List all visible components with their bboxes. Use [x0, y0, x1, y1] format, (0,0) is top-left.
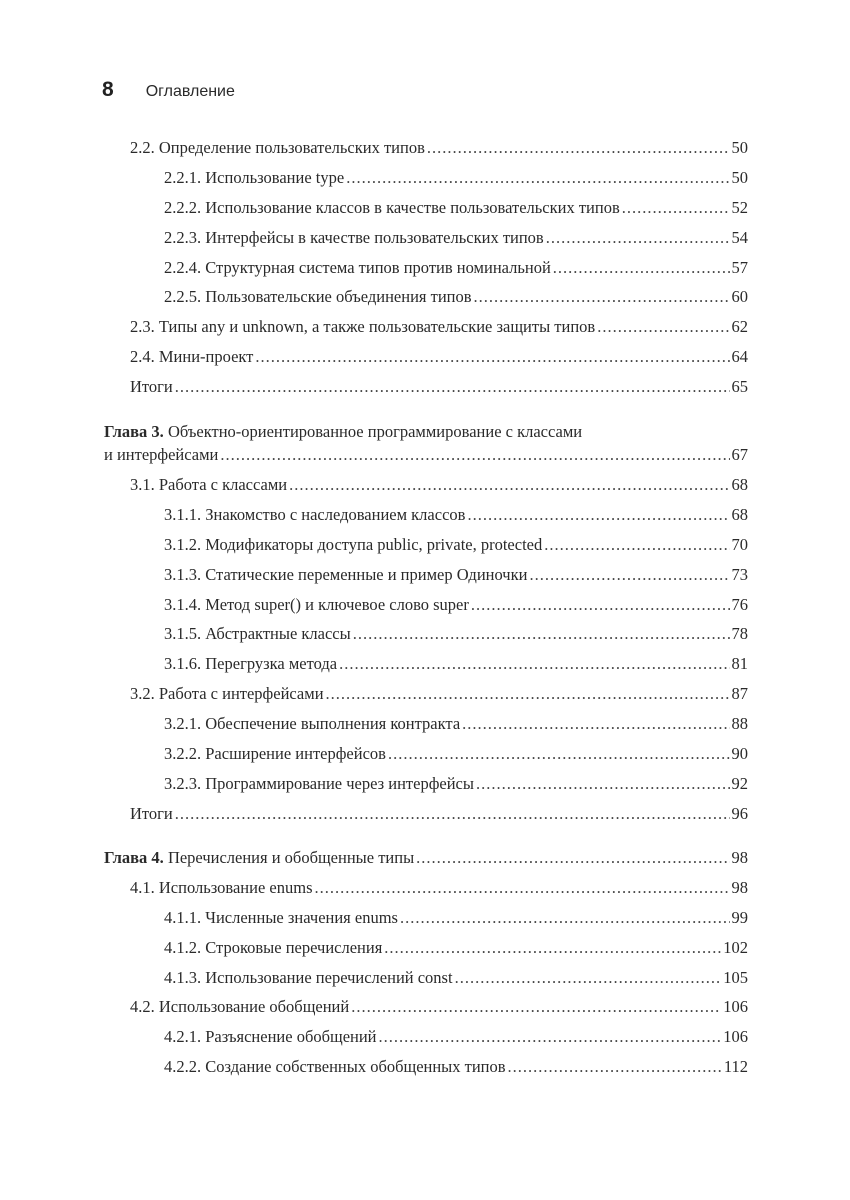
chapter-heading[interactable] — [104, 847, 748, 869]
toc-entry[interactable] — [164, 653, 748, 675]
toc-entry-page: 62 — [731, 317, 748, 336]
toc-entry-page: 78 — [731, 624, 748, 643]
toc-entry[interactable] — [130, 137, 748, 159]
toc-entry[interactable] — [164, 227, 748, 249]
toc-entry[interactable] — [130, 316, 748, 338]
dot-leader — [455, 967, 722, 989]
toc-entry-page: 67 — [731, 445, 748, 464]
toc-entry-label: 2.2.4. Структурная система типов против номинальной — [164, 258, 551, 277]
page-header — [102, 78, 235, 108]
toc-entry[interactable] — [130, 346, 748, 368]
toc-entry[interactable] — [164, 623, 748, 645]
toc-entry[interactable] — [164, 197, 748, 219]
toc-entry-label: 3.1.6. Перегрузка метода — [164, 654, 338, 673]
toc-entry-page: 112 — [723, 1057, 748, 1076]
toc-entry[interactable] — [164, 594, 748, 616]
dot-leader — [416, 847, 729, 869]
dot-leader — [384, 937, 721, 959]
toc-entry-label: 4.1.2. Строковые перечисления — [164, 938, 383, 957]
chapter-number: Глава 3. — [104, 422, 164, 441]
toc-entry[interactable] — [104, 444, 748, 466]
toc-entry-label: 3.2.2. Расширение интерфейсов — [164, 744, 386, 763]
toc-entry-page: 88 — [731, 714, 748, 733]
toc-entry-page: 92 — [731, 774, 748, 793]
toc-entry-label: 4.1.3. Использование перечислений const — [164, 968, 453, 987]
toc-entry-page: 98 — [731, 878, 748, 897]
dot-leader — [476, 773, 730, 795]
toc-entry-page: 98 — [731, 848, 748, 867]
running-title: Оглавление — [145, 83, 235, 100]
toc-entry-page: 76 — [731, 595, 748, 614]
toc-entry-page: 64 — [731, 347, 748, 366]
toc-entry-page: 106 — [723, 997, 748, 1016]
dot-leader — [597, 316, 729, 338]
toc-entry-label: 3.2. Работа с интерфейсами — [130, 684, 324, 703]
toc-entry-label: 2.4. Мини-проект — [130, 347, 254, 366]
toc-entry-label: 4.2.2. Создание собственных обобщенных типов — [164, 1057, 506, 1076]
toc-entry-page: 50 — [731, 168, 748, 187]
dot-leader — [339, 653, 729, 675]
toc-entry-page: 68 — [731, 475, 748, 494]
toc-entry[interactable] — [130, 803, 748, 825]
toc-entry[interactable] — [164, 564, 748, 586]
toc-entry-page: 96 — [731, 804, 748, 823]
toc-entry-page: 54 — [731, 228, 748, 247]
toc-entry-page: 73 — [731, 565, 748, 584]
toc-entry-label: Итоги — [130, 804, 173, 823]
toc-entry-label: 3.1.3. Статические переменные и пример Одиночки — [164, 565, 528, 584]
dot-leader — [346, 167, 729, 189]
toc-entry-label: 3.1.5. Абстрактные классы — [164, 624, 351, 643]
dot-leader — [508, 1056, 722, 1078]
dot-leader — [546, 227, 730, 249]
toc-entry-label: 4.1.1. Численные значения enums — [164, 908, 398, 927]
toc-entry-label: 2.2.1. Использование type — [164, 168, 345, 187]
toc-entry-page: 102 — [723, 938, 748, 957]
dot-leader — [529, 564, 729, 586]
toc-entry-page: 99 — [731, 908, 748, 927]
toc-entry[interactable] — [164, 167, 748, 189]
toc-entry-label: и интерфейсами — [104, 445, 219, 464]
toc-entry-label: 3.2.1. Обеспечение выполнения контракта — [164, 714, 461, 733]
toc-entry[interactable] — [164, 907, 748, 929]
dot-leader — [467, 504, 729, 526]
toc-entry-label: 2.2.3. Интерфейсы в качестве пользовательских типов — [164, 228, 544, 247]
toc-entry[interactable] — [130, 683, 748, 705]
dot-leader — [379, 1026, 722, 1048]
dot-leader — [622, 197, 730, 219]
toc-entry[interactable] — [130, 996, 748, 1018]
toc-entry[interactable] — [164, 743, 748, 765]
toc-entry-page: 65 — [731, 377, 748, 396]
toc-entry[interactable] — [164, 937, 748, 959]
toc-entry[interactable] — [164, 257, 748, 279]
toc-entry[interactable] — [164, 504, 748, 526]
toc-entry-label: Итоги — [130, 377, 173, 396]
dot-leader — [175, 803, 730, 825]
toc-entry[interactable] — [130, 474, 748, 496]
toc-entry-label: 3.1.1. Знакомство с наследованием классов — [164, 505, 466, 524]
chapter-title: Объектно-ориентированное программирование с классами — [163, 422, 583, 441]
toc-entry[interactable] — [164, 713, 748, 735]
toc-entry[interactable] — [164, 534, 748, 556]
toc-entry-label: 3.2.3. Программирование через интерфейсы — [164, 774, 474, 793]
chapter-title: Перечисления и обобщенные типы — [163, 848, 415, 867]
dot-leader — [220, 444, 729, 466]
dot-leader — [175, 376, 730, 398]
dot-leader — [544, 534, 729, 556]
toc-entry[interactable] — [164, 967, 748, 989]
dot-leader — [388, 743, 730, 765]
toc-entry-label: 2.2. Определение пользовательских типов — [130, 138, 425, 157]
page-number: 8 — [102, 78, 114, 101]
toc-entry-label: 2.2.5. Пользовательские объединения типов — [164, 287, 472, 306]
dot-leader — [315, 877, 730, 899]
toc-entry[interactable] — [164, 773, 748, 795]
toc-entry-page: 50 — [731, 138, 748, 157]
toc-entry-label — [104, 847, 414, 869]
toc-entry-label: 4.2. Использование обобщений — [130, 997, 350, 1016]
dot-leader — [471, 594, 730, 616]
toc-entry-label: 3.1.4. Метод super() и ключевое слово super — [164, 595, 469, 614]
toc-entry-page: 68 — [731, 505, 748, 524]
toc-entry-page: 81 — [731, 654, 748, 673]
dot-leader — [474, 286, 730, 308]
dot-leader — [427, 137, 730, 159]
dot-leader — [326, 683, 730, 705]
toc-entry[interactable] — [164, 286, 748, 308]
toc-entry-page: 87 — [731, 684, 748, 703]
toc-entry-page: 70 — [731, 535, 748, 554]
toc-entry-page: 105 — [723, 968, 748, 987]
dot-leader — [400, 907, 730, 929]
dot-leader — [462, 713, 729, 735]
toc-entry[interactable] — [164, 1026, 748, 1048]
toc-entry[interactable] — [130, 877, 748, 899]
toc-entry-label: 2.3. Типы any и unknown, а также пользовательские защиты типов — [130, 317, 596, 336]
toc-entry-page: 60 — [731, 287, 748, 306]
toc-entry-label: 2.2.2. Использование классов в качестве пользовательских типов — [164, 198, 620, 217]
chapter-heading[interactable] — [104, 421, 748, 443]
toc-entry-page: 90 — [731, 744, 748, 763]
toc-entry-label: 4.1. Использование enums — [130, 878, 313, 897]
toc-entry-label: 3.1.2. Модификаторы доступа public, private, protected — [164, 535, 543, 554]
dot-leader — [289, 474, 729, 496]
dot-leader — [553, 257, 730, 279]
toc-entry-page: 52 — [731, 198, 748, 217]
dot-leader — [255, 346, 729, 368]
toc-entry-label: 4.2.1. Разъяснение обобщений — [164, 1027, 377, 1046]
toc-entry-page: 57 — [731, 258, 748, 277]
toc-entry[interactable] — [130, 376, 748, 398]
chapter-number: Глава 4. — [104, 848, 164, 867]
toc-entry[interactable] — [164, 1056, 748, 1078]
dot-leader — [353, 623, 730, 645]
toc-entry-label: 3.1. Работа с классами — [130, 475, 288, 494]
toc-entry-page: 106 — [723, 1027, 748, 1046]
dot-leader — [351, 996, 721, 1018]
